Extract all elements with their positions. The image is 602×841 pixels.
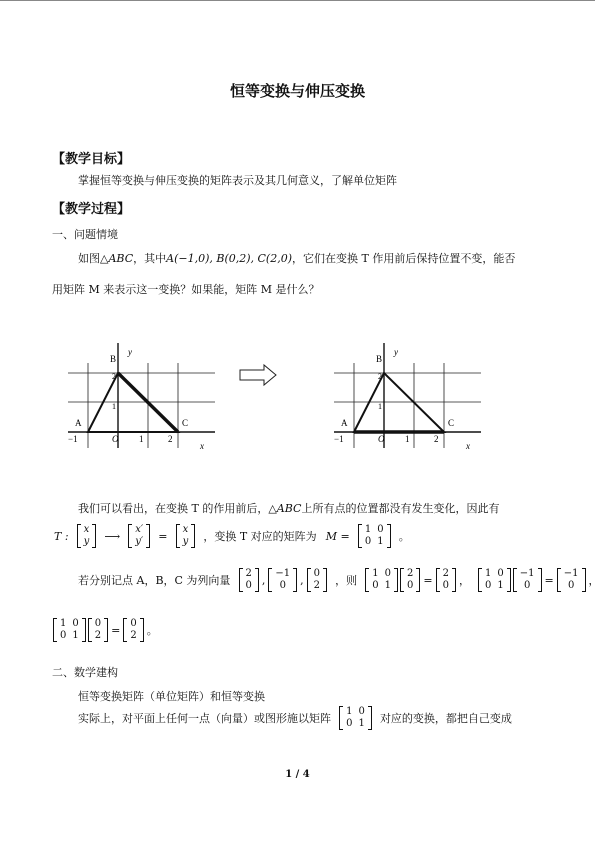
m-cell: 0 — [94, 618, 102, 629]
paragraph-2: 用矩阵 M 来表示这一变换？如果能，矩阵 M 是什么？ — [52, 283, 320, 296]
vector-b — [268, 568, 297, 592]
tick-2: 2 — [168, 434, 173, 444]
m-cell: 0 — [372, 580, 379, 591]
label-b: B — [376, 354, 383, 364]
m-cell: 1 — [72, 630, 79, 641]
matrix-identity — [53, 618, 86, 642]
period: 。 — [146, 624, 158, 637]
vector-b-result — [557, 568, 586, 592]
comma: ， — [588, 574, 600, 587]
label-b: B — [110, 354, 117, 364]
matrix-xpyp — [128, 524, 150, 548]
m-cell: 0 — [406, 580, 414, 591]
tick-2: 2 — [434, 434, 439, 444]
vector-a-result — [436, 568, 456, 592]
vector-a — [239, 568, 259, 592]
matrix-xy — [77, 524, 97, 548]
vector-c-result — [123, 618, 143, 642]
m-y: y — [83, 536, 90, 547]
m-cell: 0 — [523, 580, 531, 591]
paragraph-4: 若分别记点 A，B，C 为列向量 2 0 , −1 0 , 0 2 ，则 1 0 0 1 2 0 = 2 0 ， 1 0 0 1 −1 0 = −1 0 ， — [78, 568, 600, 591]
triangle-abc: ABC — [108, 252, 134, 265]
triangle-shape — [88, 373, 178, 432]
process-heading: 【教学过程】 — [52, 202, 131, 217]
tick-neg1: −1 — [334, 434, 344, 444]
paragraph-3 — [78, 502, 499, 516]
p6-text-a: 实际上，对平面上任何一点（向量）或图形施以矩阵 — [78, 712, 331, 725]
m-cell: 2 — [130, 630, 137, 641]
label-x: x — [200, 441, 204, 451]
vector-c — [307, 568, 327, 592]
label-o: O — [112, 434, 119, 444]
equation-t: T : x y ⟶ x′ y′ = x y ，变换 T 对应的矩阵为 M = 1 0 0 1 。 — [54, 524, 410, 547]
p3-text-a: 我们可以看出，在变换 T 的作用前后，△ — [78, 502, 277, 515]
label-a: A — [341, 418, 348, 428]
m-cell: 0 — [497, 568, 504, 579]
m-y: y — [182, 536, 189, 547]
m-cell: 1 — [358, 718, 365, 729]
p1-text-a: 如图△ — [78, 252, 109, 265]
m-cell: 0 — [245, 580, 252, 591]
label-c: C — [448, 418, 455, 428]
m-yp: y′ — [135, 536, 144, 547]
vector-c — [88, 618, 108, 642]
p3-text-b: 上所有点的位置都没有发生变化，因此有 — [301, 502, 500, 515]
label-y: y — [394, 347, 398, 357]
m-cell: 0 — [60, 630, 67, 641]
p4-text-a: 若分别记点 A，B，C 为列向量 — [78, 574, 231, 587]
m-cell: −1 — [275, 568, 291, 579]
m-cell: 0 — [364, 536, 372, 547]
figure-right — [326, 338, 486, 458]
long-arrow-icon: ⟶ — [104, 529, 121, 543]
m-cell: 0 — [358, 706, 365, 717]
tick-y1: 1 — [378, 402, 382, 411]
m-cell: 2 — [245, 568, 252, 579]
m-cell: −1 — [519, 568, 535, 579]
m-cell: 1 — [377, 536, 384, 547]
m-cell: 0 — [346, 718, 353, 729]
eq-t-label: T : — [54, 529, 69, 543]
equation-c: 1 0 0 1 0 2 = 0 2 。 — [52, 618, 160, 642]
label-y: y — [128, 347, 132, 357]
m-xp: x′ — [135, 524, 144, 535]
m-cell: 1 — [485, 568, 492, 579]
matrix-identity — [339, 706, 372, 730]
matrix-xy-2 — [176, 524, 196, 548]
m-cell: 0 — [313, 568, 321, 579]
m-cell: 1 — [372, 568, 379, 579]
m-cell: 1 — [364, 524, 372, 535]
label-a: A — [75, 418, 82, 428]
tick-y1: 1 — [112, 402, 116, 411]
m-cell: 2 — [94, 630, 102, 641]
page-number: 1 / 4 — [285, 769, 310, 780]
triangle-abc: ABC — [276, 502, 302, 515]
label-c: C — [182, 418, 189, 428]
paragraph-6 — [76, 706, 514, 730]
m-cell: 2 — [406, 568, 414, 579]
points-coords: A(−1,0), B(0,2), C(2,0) — [166, 252, 293, 265]
m-x: x — [182, 524, 189, 535]
m-cell: 2 — [442, 568, 449, 579]
label-o: O — [378, 434, 385, 444]
m-cell: 1 — [384, 580, 391, 591]
page-title: 恒等变换与伸压变换 — [229, 82, 365, 100]
m-cell: 0 — [279, 580, 286, 591]
matrix-identity — [358, 524, 391, 548]
m-cell: 0 — [442, 580, 449, 591]
eq-m-label: M = — [325, 529, 350, 543]
eq-end: 。 — [398, 530, 410, 543]
comma: ， — [458, 574, 470, 587]
m-cell: 0 — [377, 524, 384, 535]
m-cell: 0 — [485, 580, 492, 591]
goal-heading: 【教学目标】 — [52, 152, 131, 167]
part1-heading: 一、问题情境 — [52, 228, 118, 241]
m-cell: 1 — [346, 706, 353, 717]
p1-text-b: ，其中 — [133, 252, 167, 265]
tick-1: 1 — [139, 434, 144, 444]
tick-y2: 2 — [378, 372, 382, 381]
matrix-identity — [365, 568, 398, 592]
vector-a — [400, 568, 420, 592]
tick-1: 1 — [405, 434, 410, 444]
m-x: x — [83, 524, 90, 535]
goal-text: 掌握恒等变换与伸压变换的矩阵表示及其几何意义，了解单位矩阵 — [78, 174, 397, 187]
paragraph-5: 恒等变换矩阵（单位矩阵）和恒等变换 — [78, 690, 265, 703]
m-cell: −1 — [563, 568, 579, 579]
m-cell: 0 — [567, 580, 575, 591]
m-cell: 2 — [313, 580, 321, 591]
eq-mid-text: ，变换 T 对应的矩阵为 — [203, 530, 317, 543]
m-cell: 1 — [497, 580, 504, 591]
m-cell: 1 — [60, 618, 67, 629]
p6-text-b: 对应的变换，都把自己变成 — [379, 712, 512, 725]
p4-text-b: ，则 — [335, 574, 358, 587]
m-cell: 0 — [130, 618, 137, 629]
tick-neg1: −1 — [68, 434, 78, 444]
matrix-identity — [478, 568, 511, 592]
m-cell: 0 — [72, 618, 79, 629]
m-cell: 0 — [384, 568, 391, 579]
tick-y2: 2 — [112, 372, 116, 381]
page-top-border — [0, 0, 595, 1]
label-x: x — [466, 441, 470, 451]
vector-b — [513, 568, 542, 592]
figure-left — [60, 338, 220, 458]
hollow-right-arrow-icon — [238, 364, 278, 386]
part2-heading: 二、数学建构 — [52, 666, 118, 679]
p1-text-c: ，它们在变换 T 作用前后保持位置不变，能否 — [292, 252, 516, 265]
triangle-shape — [354, 373, 444, 432]
paragraph-1 — [78, 252, 515, 266]
